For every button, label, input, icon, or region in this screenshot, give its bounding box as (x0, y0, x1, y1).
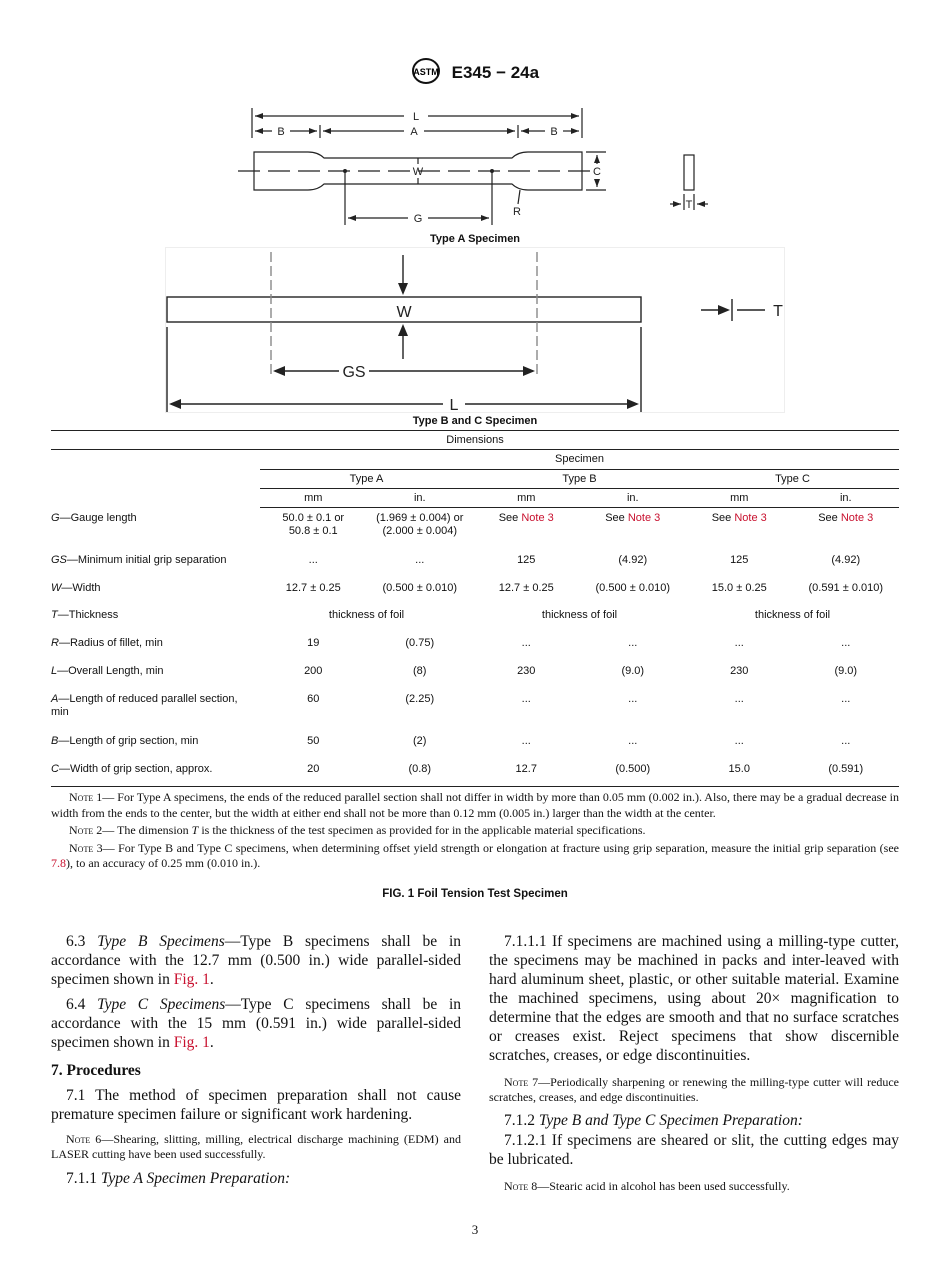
note-2: Note 2— The dimension T is the thickness of the test specimen as provided for in the applicable material specifications. (69, 823, 646, 837)
table-row (51, 661, 899, 689)
table-cell: See Note 3 (818, 512, 874, 524)
table-cell: See Note 3 (605, 512, 661, 524)
table-cell: ... (628, 735, 638, 747)
table-cell: 50 (307, 735, 320, 747)
row-label: L—Overall Length, min (51, 665, 164, 677)
table-cell: 12.7 ± 0.25 (285, 582, 341, 594)
para-7-1: 7.1 The method of specimen preparation shall not cause premature specimen failure or significant work hardening. (51, 1087, 461, 1123)
specimen-header: Specimen (260, 450, 899, 470)
table-cell: thickness of foil (754, 609, 831, 621)
table-row (51, 508, 899, 550)
page-number: 3 (471, 1222, 479, 1237)
dimensions-table (51, 430, 899, 787)
table-cell: (4.92) (831, 554, 861, 566)
table-cell: See Note 3 (498, 512, 554, 524)
table-cell: ... (628, 693, 638, 705)
dim-label-b: B (277, 126, 285, 138)
table-cell: 12.7 (515, 763, 537, 775)
table-row (51, 578, 899, 605)
left-column (51, 932, 461, 1188)
table-cell: (0.500) (615, 763, 651, 775)
table-cell: ... (734, 735, 744, 747)
units-row (260, 489, 899, 508)
row-label: C—Width of grip section, approx. (51, 763, 213, 775)
table-row (51, 633, 899, 661)
fig-1-caption: FIG. 1 Foil Tension Test Specimen (382, 888, 568, 900)
table-cell: 125 (517, 554, 536, 566)
row-label: R—Radius of fillet, min (51, 637, 163, 649)
table-cell: (0.8) (408, 763, 432, 775)
table-cell: 125 (730, 554, 749, 566)
table-cell: (1.969 ± 0.004) or (2.000 ± 0.004) (376, 512, 464, 537)
section-heading-procedures: 7. Procedures (51, 1062, 141, 1079)
right-column (489, 932, 899, 1194)
note-8: Note 8—Stearic acid in alcohol has been used successfully. (504, 1179, 790, 1193)
unit-cell: in. (413, 492, 426, 504)
dim-label-l: L (412, 111, 420, 123)
table-cell: ... (841, 637, 851, 649)
para-7-1-2: 7.1.2 Type B and Type C Specimen Preparation: (504, 1112, 803, 1129)
table-cell: 200 (304, 665, 323, 677)
link-7-8[interactable]: 7.8 (51, 856, 66, 870)
dim-label-b2: B (550, 126, 558, 138)
astm-logo-icon (411, 58, 441, 89)
table-cell: 20 (307, 763, 320, 775)
table-row (51, 759, 899, 786)
table-cell: thickness of foil (328, 609, 405, 621)
table-cell: ... (521, 735, 531, 747)
figure-notes (51, 790, 899, 872)
table-cell: (9.0) (834, 665, 858, 677)
table-cell: (0.75) (405, 637, 435, 649)
table-row (51, 731, 899, 759)
table-cell: ... (734, 693, 744, 705)
table-cell: ... (841, 693, 851, 705)
row-label: GS—Minimum initial grip separation (51, 554, 227, 566)
bc-label-l: L (449, 397, 459, 413)
table-row (51, 605, 899, 633)
row-label: B—Length of grip section, min (51, 735, 199, 747)
bc-label-w: W (396, 304, 412, 321)
page-header (0, 58, 950, 89)
row-label: T—Thickness (51, 609, 119, 621)
unit-cell: mm (730, 492, 749, 504)
para-6-3: 6.3 Type B Specimens—Type B specimens shall be in accordance with the 12.7 mm (0.500 in.) wide parallel-sided specimen shown in Fig. 1. (51, 933, 461, 988)
table-row (51, 689, 899, 731)
row-label: W—Width (51, 582, 101, 594)
table-cell: 19 (307, 637, 320, 649)
dim-label-g: G (413, 213, 423, 225)
unit-cell: mm (517, 492, 536, 504)
para-7-1-1: 7.1.1 Type A Specimen Preparation: (66, 1170, 291, 1187)
table-cell: ... (628, 637, 638, 649)
note-3-link[interactable]: Note 3 (627, 512, 661, 524)
note-3-link[interactable]: Note 3 (840, 512, 874, 524)
table-title: Dimensions (51, 430, 899, 450)
unit-cell: in. (839, 492, 852, 504)
note-3-link[interactable]: Note 3 (521, 512, 554, 524)
table-cell: (0.500 ± 0.010) (382, 582, 458, 594)
table-cell: See Note 3 (711, 512, 767, 524)
note-3: Note 3— For Type B and Type C specimens, when determining offset yield strength or elongation at fracture using grip separation, measure the initial grip separation (see 7.8), to an accuracy of 0.25 mm (0.010 in.). (51, 840, 899, 870)
table-cell: 60 (307, 693, 320, 705)
table-cell: 12.7 ± 0.25 (498, 582, 554, 594)
bc-label-t: T (773, 303, 783, 320)
note-7: Note 7—Periodically sharpening or renewing the milling-type cutter will reduce scratches, creases, and edge discontinuities. (489, 1075, 899, 1104)
table-cell: 50.0 ± 0.1 or 50.8 ± 0.1 (282, 512, 345, 537)
designation: E345 − 24a (451, 62, 540, 82)
note-1: Note 1— For Type A specimens, the ends of the reduced parallel section shall not differ in width by more than 0.05 mm (0.002 in.). Also, there may be a gradual decrease in width from the ends to the center, but the width at either end shall not be more than 0.12 mm (0.005 in.) larger than the width at the center. (51, 790, 900, 820)
link-fig-1[interactable]: Fig. 1 (173, 1034, 210, 1051)
figure-bc-caption: Type B and C Specimen (412, 415, 538, 427)
unit-cell: mm (304, 492, 323, 504)
figure-type-bc-drawing (165, 247, 785, 413)
type-c-header: Type C (775, 473, 810, 485)
dim-label-a: A (410, 126, 418, 138)
table-cell: ... (521, 637, 531, 649)
link-fig-1[interactable]: Fig. 1 (173, 971, 210, 988)
type-a-header: Type A (349, 473, 384, 485)
table-cell: thickness of foil (541, 609, 618, 621)
bc-label-gs: GS (342, 364, 366, 381)
table-cell: (0.591 ± 0.010) (808, 582, 884, 594)
figure-a-caption: Type A Specimen (429, 233, 521, 245)
dim-label-r: R (513, 206, 521, 218)
row-label: A—Length of reduced parallel section, min (51, 693, 238, 718)
table-cell: (0.591) (828, 763, 864, 775)
table-cell: (0.500 ± 0.010) (595, 582, 671, 594)
table-cell: ... (841, 735, 851, 747)
table-cell: (9.0) (621, 665, 645, 677)
type-header-row (260, 470, 899, 489)
table-cell: ... (308, 554, 318, 566)
table-cell: ... (521, 693, 531, 705)
dim-label-c: C (593, 166, 601, 178)
table-cell: (2.25) (405, 693, 435, 705)
note-6: Note 6—Shearing, slitting, milling, electrical discharge machining (EDM) and LASER cutting have been used successfully. (51, 1132, 461, 1161)
table-cell: 15.0 (728, 763, 750, 775)
dim-label-w: W (412, 166, 424, 178)
para-6-4: 6.4 Type C Specimens—Type C specimens shall be in accordance with the 15 mm (0.591 in.) wide parallel-sided specimen shown in Fig. 1. (51, 996, 461, 1051)
table-cell: 230 (730, 665, 749, 677)
table-cell: ... (415, 554, 425, 566)
row-label: G—Gauge length (51, 512, 137, 524)
table-cell: ... (734, 637, 744, 649)
unit-cell: in. (626, 492, 639, 504)
table-cell: (4.92) (618, 554, 648, 566)
table-row (51, 550, 899, 578)
table-cell: (8) (413, 665, 427, 677)
figure-type-a-drawing (0, 100, 950, 235)
table-body (51, 508, 899, 787)
type-b-header: Type B (562, 473, 597, 485)
note-3-link[interactable]: Note 3 (734, 512, 767, 524)
svg-text:ASTM: ASTM (413, 67, 439, 77)
para-7-1-2-1: 7.1.2.1 If specimens are sheared or slit, the cutting edges may be lubricated. (489, 1132, 899, 1168)
para-7-1-1-1: 7.1.1.1 If specimens are machined using a milling-type cutter, the specimens may be machined in packs and inter-leaved with hard aluminum sheet, plastic, or other suitable material. Examine the machined specimens, using about 20× magnification to determine that the edges are smooth and that no surface scratches or creases exist. Reject specimens that show discernible scratches, creases, or edge discontinuities. (489, 933, 899, 1064)
table-cell: 15.0 ± 0.25 (711, 582, 767, 594)
table-cell: 230 (517, 665, 536, 677)
dim-label-t: T (685, 199, 693, 211)
table-cell: (2) (413, 735, 427, 747)
